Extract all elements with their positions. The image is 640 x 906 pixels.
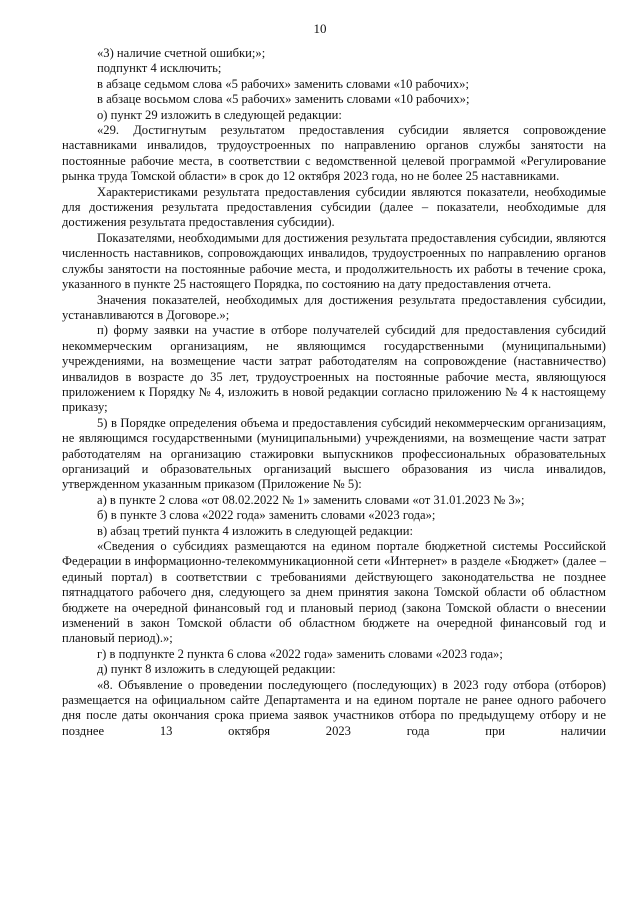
paragraph-subitem-b: б) в пункте 3 слова «2022 года» заменить словами «2023 года»; [97,508,436,523]
paragraph-subitem-g: г) в подпункте 2 пункта 6 слова «2022 года» заменить словами «2023 года»; [97,646,503,661]
text-line-paragraph-seven: в абзаце седьмом слова «5 рабочих» заменить словами «10 рабочих»; [97,76,469,91]
text-line-item-29-intro: о) пункт 29 изложить в следующей редакции: [97,107,342,122]
paragraph-subsidy-info: «Сведения о субсидиях размещаются на едином портале бюджетной системы Российской Федерации в информационно-телекоммуникационной сети «Интернет» в разделе «Бюджет» (далее – единый портал) в соответствии с требованиями действующего законодательства не позднее пятнадцатого рабочего дня, следующего за днем принятия закона Томской области об областном бюджете на очередной финансовый год и плановый период (закона Томской области о внесении изменений в закон Томской области об областном бюджете на очередной финансовый год и плановый период).»; [62,539,606,646]
paragraph-indicator-values: Значения показателей, необходимых для достижения результата предоставления субсидии, устанавливаются в Договоре.»; [62,292,606,322]
paragraph-item-8: «8. Объявление о проведении последующего (последующих) в 2023 году отбора (отборов) размещается на официальном сайте Департамента и на едином портале не ранее одного рабочего дня после даты окончания срока приема заявок участников отбора по предыдущему отбору и не позднее 13 октября 2023 года при наличии [62,677,606,738]
page-number: 10 [313,21,327,36]
paragraph-item-5: 5) в Порядке определения объема и предоставления субсидий некоммерческим организациям, не являющимся государственными (муниципальными) учреждениями, на возмещение части затрат работодателям на организацию стажировки выпускников профессиональных образовательных организаций и образовательных организаций высшего образования из числа инвалидов, утвержденном указанным приказом (Приложение № 5): [62,415,606,492]
paragraph-characteristics: Характеристиками результата предоставления субсидии являются показатели, необходимые для достижения результата предоставления субсидии (далее – показатели, необходимые для достижения результата предоставления субсидии). [62,184,606,230]
paragraph-subitem-d: д) пункт 8 изложить в следующей редакции: [97,662,336,677]
paragraph-subitem-a: а) в пункте 2 слова «от 08.02.2022 № 1» заменить словами «от 31.01.2023 № 3»; [97,492,525,507]
paragraph-subitem-v: в) абзац третий пункта 4 изложить в следующей редакции: [97,523,414,538]
text-line-counting-error: «3) наличие счетной ошибки;»; [97,46,266,60]
paragraph-indicators: Показателями, необходимыми для достижения результата предоставления субсидии, являются численность наставников, сопровождающих инвалидов, трудоустроенных по направлению органов службы занятости на постоянные рабочие места, и продолжительность их работы в течение срока, указанного в пункте 25 настоящего Порядка, по состоянию на дату предоставления отчета. [62,230,606,292]
document-body [62,46,606,739]
paragraph-subitem-p: п) форму заявки на участие в отборе получателей субсидий для предоставления субсидий некоммерческим организациям, не являющимся государственными (муниципальными) учреждениями, на возмещение части затрат работодателям на сопровождение (наставничество) инвалидов в возрасте до 35 лет, трудоустроенных на постоянные рабочие места, являющуюся приложением к Порядку № 4, изложить в новой редакции согласно приложению № 4 к настоящему приказу; [62,323,606,415]
text-line-paragraph-eight: в абзаце восьмом слова «5 рабочих» заменить словами «10 рабочих»; [97,92,470,107]
text-line-subitem-4-exclude: подпункт 4 исключить; [97,61,222,76]
paragraph-item-29: «29. Достигнутым результатом предоставления субсидии является сопровождение наставниками инвалидов, трудоустроенных по направлению органов службы занятости на постоянные рабочие места, в соответствии с ведомственной целевой программой «Регулирование рынка труда Томской области» в срок до 12 октября 2023 года, но не более 25 наставниками. [62,123,606,184]
